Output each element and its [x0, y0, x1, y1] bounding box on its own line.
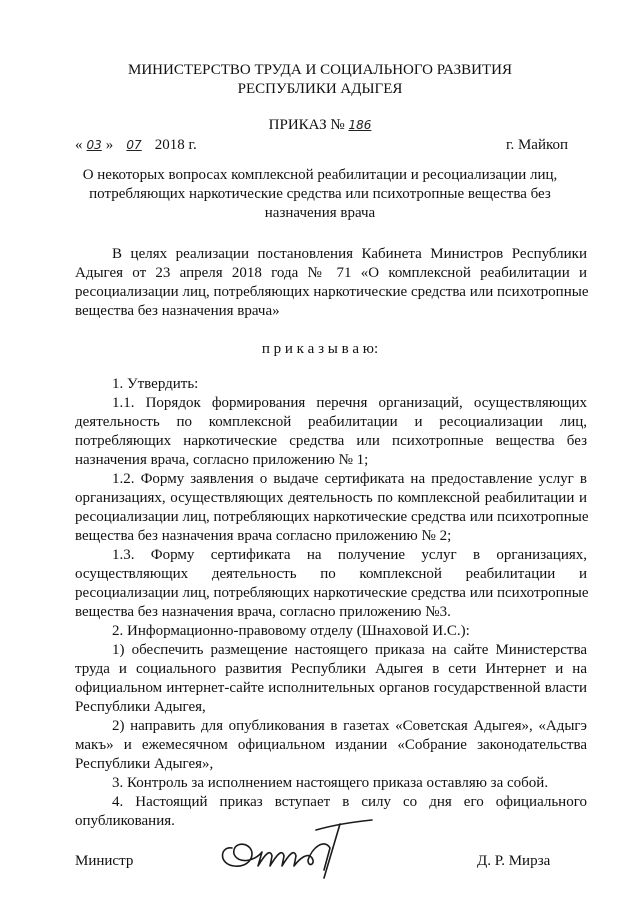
subject-line-1: О некоторых вопросах комплексной реабилитации и ресоциализации лиц,	[82, 167, 558, 183]
handwritten-signature	[212, 808, 392, 888]
item-1-3-line-2: осуществляющих деятельность по комплексной реабилитации и	[75, 566, 587, 582]
item-2-1-line-2: труда и социального развития Республики Адыгея в сети Интернет и на	[75, 661, 587, 677]
subject-line-2: потребляющих наркотические средства или психотропные вещества без	[89, 186, 551, 202]
order-number: 186	[348, 118, 372, 132]
item-2-1-line-1: 1) обеспечить размещение настоящего приказа на сайте Министерства	[112, 642, 587, 658]
order-title	[0, 117, 640, 134]
order-date: « 03 » 07 2018 г.	[75, 137, 197, 153]
item-1-1-line-2: деятельность по комплексной реабилитации и ресоциализации лиц,	[75, 414, 587, 430]
signatory-position: Министр	[75, 853, 134, 869]
item-1-3-line-4: вещества без назначения врача, согласно приложению №3.	[75, 604, 451, 620]
item-1-1-line-1: 1.1. Порядок формирования перечня организаций, осуществляющих	[112, 395, 587, 411]
item-2-2-line-1: 2) направить для опубликования в газетах «Советская Адыгея», «Адыгэ	[112, 718, 587, 734]
item-4-line-2: опубликования.	[75, 813, 175, 829]
ministry-name-line1: МИНИСТЕРСТВО ТРУДА И СОЦИАЛЬНОГО РАЗВИТИЯ	[128, 62, 512, 78]
item-1-3-line-1: 1.3. Форму сертификата на получение услуг в организациях,	[112, 547, 587, 563]
item-1-2-line-3: ресоциализации лиц, потребляющих наркотические средства или психотропные	[75, 509, 589, 525]
item-2-2-line-2: макъ» и ежемесячном официальном издании «Собрание законодательства	[75, 737, 587, 753]
item-4-line-1: 4. Настоящий приказ вступает в силу со дня его официального	[112, 794, 587, 810]
item-3: 3. Контроль за исполнением настоящего приказа оставляю за собой.	[112, 775, 549, 791]
item-1-2-line-2: организациях, осуществляющих деятельность по комплексной реабилитации и	[75, 490, 587, 506]
ministry-name-line2: РЕСПУБЛИКИ АДЫГЕЯ	[237, 81, 403, 97]
item-1-1-line-3: потребляющих наркотические средства или психотропные вещества без	[75, 433, 587, 449]
order-city: г. Майкоп	[506, 137, 569, 153]
order-date-day: 03	[86, 138, 102, 152]
item-1: 1. Утвердить:	[112, 376, 199, 392]
preamble-line-3: ресоциализации лиц, потребляющих наркотические средства или психотропные	[75, 284, 589, 300]
order-title-text: ПРИКАЗ №	[268, 117, 345, 133]
item-1-2-line-4: вещества без назначения врача согласно приложению № 2;	[75, 528, 452, 544]
item-2: 2. Информационно-правовому отделу (Шнаховой И.С.):	[112, 623, 470, 639]
signatory-name: Д. Р. Мирза	[477, 853, 551, 869]
preamble-line-4: вещества без назначения врача»	[75, 303, 280, 319]
item-1-1-line-4: назначения врача, согласно приложению № 1;	[75, 452, 369, 468]
order-date-month: 07	[126, 138, 142, 152]
preamble-line-2: Адыгея от 23 апреля 2018 года № 71 «О комплексной реабилитации и	[75, 265, 587, 281]
item-2-2-line-3: Республики Адыгея»,	[75, 756, 214, 772]
order-word: п р и к а з ы в а ю:	[261, 341, 379, 357]
order-date-year: 2018 г.	[154, 137, 197, 153]
preamble-line-1: В целях реализации постановления Кабинета Министров Республики	[112, 246, 587, 262]
item-2-1-line-4: Республики Адыгея,	[75, 699, 206, 715]
subject-line-3: назначения врача	[264, 205, 376, 221]
item-1-2-line-1: 1.2. Форму заявления о выдаче сертификата на предоставление услуг в	[112, 471, 587, 487]
item-1-3-line-3: ресоциализации лиц, потребляющих наркотические средства или психотропные	[75, 585, 589, 601]
item-2-1-line-3: официальном интернет-сайте исполнительных органов государственной власти	[75, 680, 587, 696]
